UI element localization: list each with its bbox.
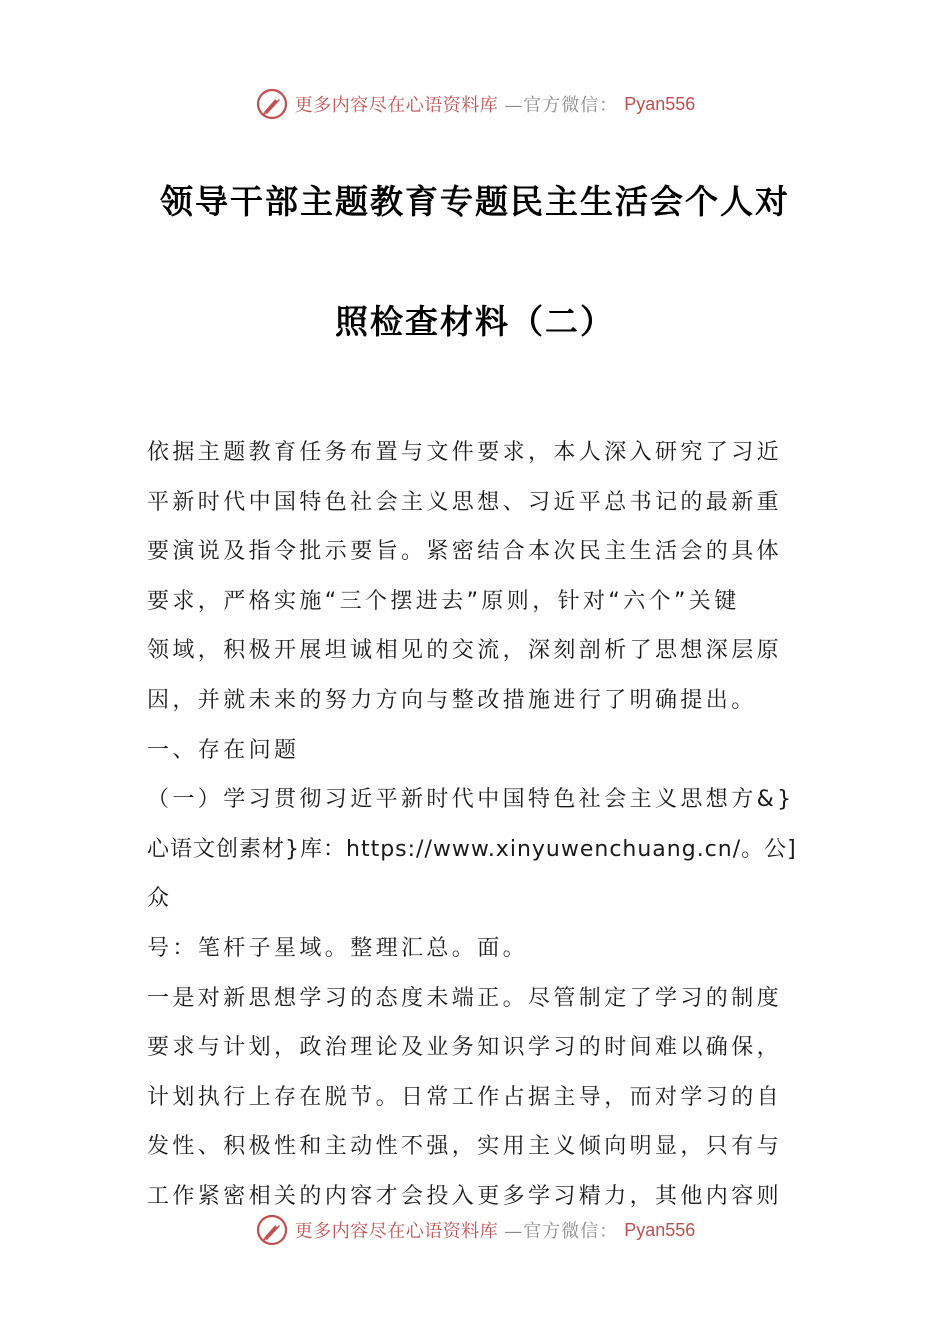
header-banner — [0, 84, 950, 124]
body-line: 工作紧密相关的内容才会投入更多学习精力，其他内容则 — [147, 1183, 783, 1209]
body-line: 计划执行上存在脱节。日常工作占据主导，而对学习的自 — [147, 1084, 783, 1110]
section-heading: 一、存在问题 — [147, 737, 300, 763]
body-line: （一）学习贯彻习近平新时代中国特色社会主义思想方&} — [147, 787, 795, 813]
body-line: 平新时代中国特色社会主义思想、习近平总书记的最新重 — [147, 489, 783, 515]
body-line: 要求，严格实施“三个摆进去”原则，针对“六个”关键 — [147, 588, 740, 614]
document-title-line-2: 照检查材料（二） — [335, 302, 615, 341]
banner-wechat-id: Pyan556 — [624, 93, 696, 114]
body-line: 因，并就未来的努力方向与整改措施进行了明确提出。 — [147, 687, 757, 713]
banner-main-text: 更多内容尽在心语资料库 — [294, 1221, 499, 1242]
document-title-line-1: 领导干部主题教育专题民主生活会个人对 — [160, 182, 790, 221]
body-line: 发性、积极性和主动性不强，实用主义倾向明显，只有与 — [147, 1134, 783, 1160]
footer-banner — [0, 1210, 950, 1250]
pen-nib-logo-icon — [255, 1213, 289, 1247]
body-line: 要求与计划，政治理论及业务知识学习的时间难以确保， — [147, 1035, 783, 1061]
body-line: 领域，积极开展坦诚相见的交流，深刻剖析了思想深层原 — [147, 638, 783, 664]
banner-separator-text: —官方微信： — [504, 1221, 619, 1242]
body-line: 心语文创素材}库：https://www.xinyuwenchuang.cn/。公]众 — [147, 836, 797, 912]
banner-wechat-id: Pyan556 — [624, 1219, 696, 1240]
body-line: 一是对新思想学习的态度未端正。尽管制定了学习的制度 — [147, 985, 783, 1011]
body-line: 依据主题教育任务布置与文件要求，本人深入研究了习近 — [147, 440, 783, 465]
document-body — [147, 428, 807, 1222]
banner-main-text: 更多内容尽在心语资料库 — [294, 95, 499, 116]
banner-separator-text: —官方微信： — [504, 95, 619, 116]
pen-nib-logo-icon — [255, 87, 289, 121]
body-line: 要演说及指令批示要旨。紧密结合本次民主生活会的具体 — [147, 539, 783, 565]
body-line: 号：笔杆子星域。整理汇总。面。 — [147, 935, 529, 961]
